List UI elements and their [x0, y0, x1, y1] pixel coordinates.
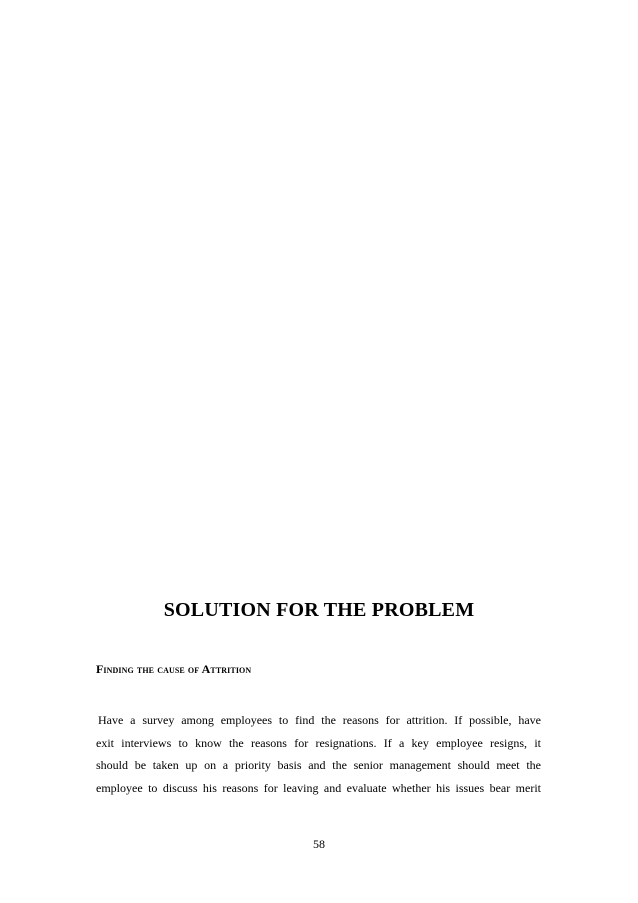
paragraph-line: employee to discuss his reasons for leaving and evaluate whether his issues bear merit [96, 780, 541, 795]
paragraph-line: Have a survey among employees to find the reasons for attrition. If possible, have [98, 713, 541, 727]
body-paragraph [96, 709, 541, 799]
page-title: SOLUTION FOR THE PROBLEM [163, 599, 475, 621]
section-heading: Finding the cause of Attrition [96, 662, 252, 676]
paragraph-line: should be taken up on a priority basis and the senior management should meet the [96, 758, 541, 772]
paragraph-line: exit interviews to know the reasons for resignations. If a key employee resigns, it [96, 735, 541, 750]
page-number: 58 [313, 837, 325, 851]
